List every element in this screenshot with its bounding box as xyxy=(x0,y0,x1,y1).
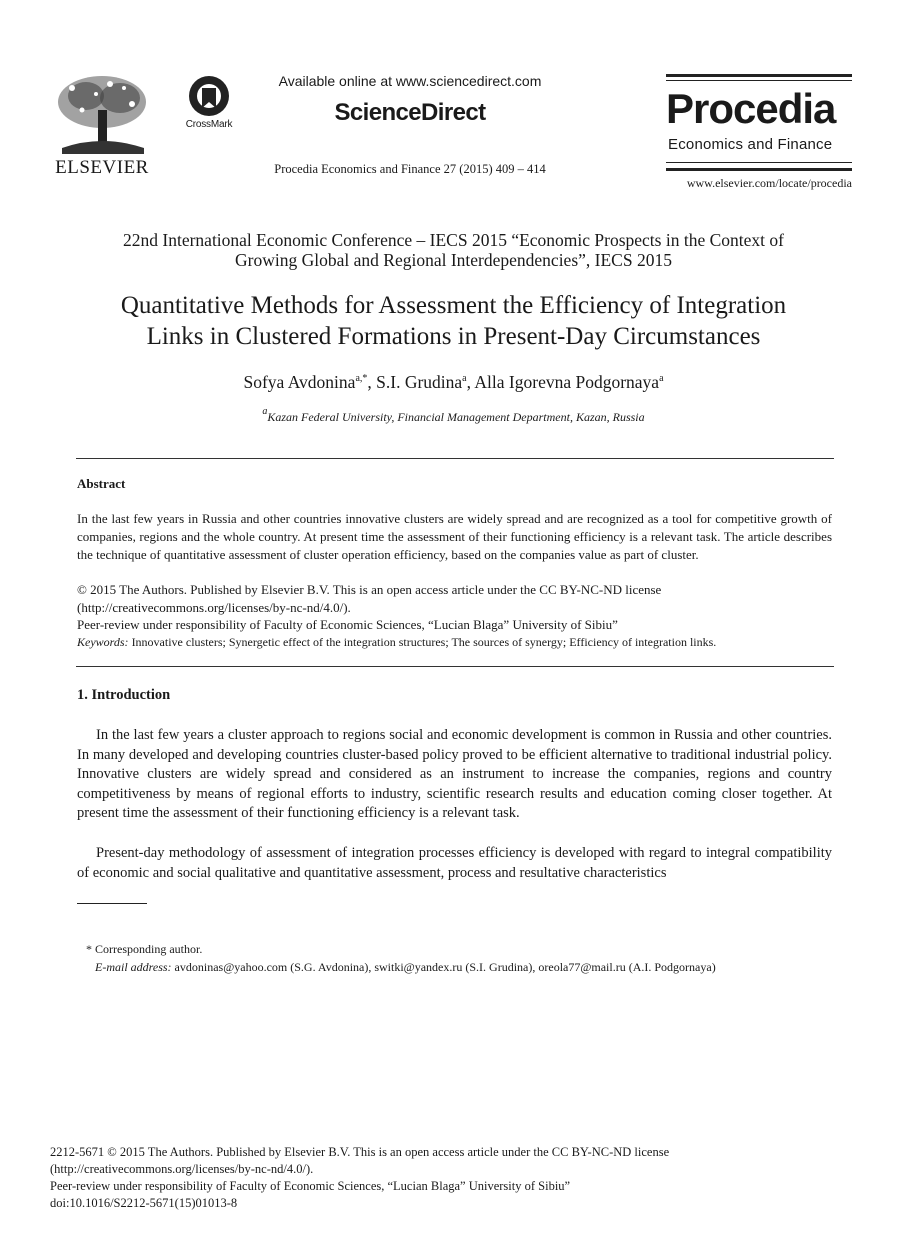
author-2-marker: a xyxy=(462,373,467,384)
available-online-text: Available online at www.sciencedirect.com xyxy=(278,73,542,89)
section-heading-introduction: 1. Introduction xyxy=(77,687,171,703)
footer-doi[interactable]: doi:10.1016/S2212-5671(15)01013-8 xyxy=(50,1196,238,1210)
footnote-rule xyxy=(77,903,147,904)
masthead-rule-top xyxy=(666,74,852,77)
affiliation xyxy=(60,406,847,425)
conference-title xyxy=(60,230,847,270)
conference-line-2: Growing Global and Regional Interdependencies”, IECS 2015 xyxy=(235,250,672,270)
sciencedirect-wordmark[interactable]: ScienceDirect xyxy=(334,99,486,126)
keywords-list: Innovative clusters; Synergetic effect of the integration structures; The sources of synergy; Efficiency of integration links. xyxy=(128,635,717,649)
abstract-copyright: © 2015 The Authors. Published by Elsevier B.V. This is an open access article under the CC BY-NC-ND license xyxy=(77,582,662,597)
keywords-label: Keywords: xyxy=(77,635,129,649)
footnote-emails xyxy=(95,960,716,975)
email-list: avdoninas@yahoo.com (S.G. Avdonina), switki@yandex.ru (S.I. Grudina), oreola77@mail.ru (A.I. Podgornaya) xyxy=(171,960,716,974)
masthead-rule-bottom-thin xyxy=(666,162,852,163)
procedia-subtitle: Economics and Finance xyxy=(668,136,833,153)
journal-reference: Procedia Economics and Finance 27 (2015) 409 – 414 xyxy=(274,162,546,176)
procedia-masthead xyxy=(666,74,852,188)
author-2: , S.I. Grudina xyxy=(367,372,463,392)
abstract-license-link[interactable]: (http://creativecommons.org/licenses/by-nc-nd/4.0/). xyxy=(77,600,351,615)
paper-title-line-1: Quantitative Methods for Assessment the Efficiency of Integration xyxy=(120,292,787,319)
abstract-heading: Abstract xyxy=(77,476,126,491)
affiliation-marker: a xyxy=(262,406,268,417)
divider-bottom xyxy=(76,666,834,667)
email-label: E-mail address: xyxy=(95,960,172,974)
author-list xyxy=(60,372,847,393)
footer-issn-license: 2212-5671 © 2015 The Authors. Published by Elsevier B.V. This is an open access article under the CC BY-NC-ND license xyxy=(50,1145,670,1159)
divider-top xyxy=(76,458,834,459)
author-3: , Alla Igorevna Podgornaya xyxy=(466,372,660,392)
conference-line-1: 22nd International Economic Conference – IECS 2015 “Economic Prospects in the Context of xyxy=(123,230,784,250)
masthead-rule-top-thin xyxy=(666,80,852,81)
abstract-peer-review: Peer-review under responsibility of Faculty of Economic Sciences, “Lucian Blaga” University of Sibiu” xyxy=(77,617,618,632)
procedia-title: Procedia xyxy=(666,85,836,132)
author-1: Sofya Avdonina xyxy=(243,372,356,392)
crossmark-label: CrossMark xyxy=(185,119,233,130)
footnote-corresponding: * Corresponding author. xyxy=(86,942,203,956)
keywords xyxy=(77,635,832,650)
procedia-url[interactable]: www.elsevier.com/locate/procedia xyxy=(686,176,852,190)
abstract-body: In the last few years in Russia and other countries innovative clusters are widely spread and are recognized as a tool for competitive growth of companies, regions and the whole country. At present time the assessment of their functioning efficiency is a relevant task. The article describes the technique of quantitative assessment of cluster operation efficiency, based on the companies value as part of cluster. xyxy=(77,511,832,562)
intro-paragraph-1: In the last few years a cluster approach to regions social and economic development is common in Russia and other countries. In many developed and developing countries cluster-based policy proved to be efficient alternative to traditional industrial policy. Innovative clusters are widely spread and considered as an instrument to increase the companies, regions and country competitiveness by means of regional efforts to industry, scientific research results and education coming closer together. At present time the assessment of their functioning efficiency is a relevant task. xyxy=(77,727,832,821)
affiliation-text: Kazan Federal University, Financial Management Department, Kazan, Russia xyxy=(267,410,645,424)
elsevier-wordmark: ELSEVIER xyxy=(55,157,149,178)
author-1-marker: a,* xyxy=(355,373,368,384)
author-3-marker: a xyxy=(659,373,664,384)
masthead-rule-bottom xyxy=(666,168,852,171)
intro-paragraph-2: Present-day methodology of assessment of integration processes efficiency is developed with regard to integral compatibility of economic and social qualitative and quantitative assessment, process and resultative characteristics xyxy=(77,845,832,881)
paper-title xyxy=(50,290,857,352)
footer-license-link[interactable]: (http://creativecommons.org/licenses/by-nc-nd/4.0/). xyxy=(50,1162,314,1176)
footer-peer-review: Peer-review under responsibility of Faculty of Economic Sciences, “Lucian Blaga” University of Sibiu” xyxy=(50,1179,571,1193)
paper-title-line-2: Links in Clustered Formations in Present-Day Circumstances xyxy=(146,323,761,350)
